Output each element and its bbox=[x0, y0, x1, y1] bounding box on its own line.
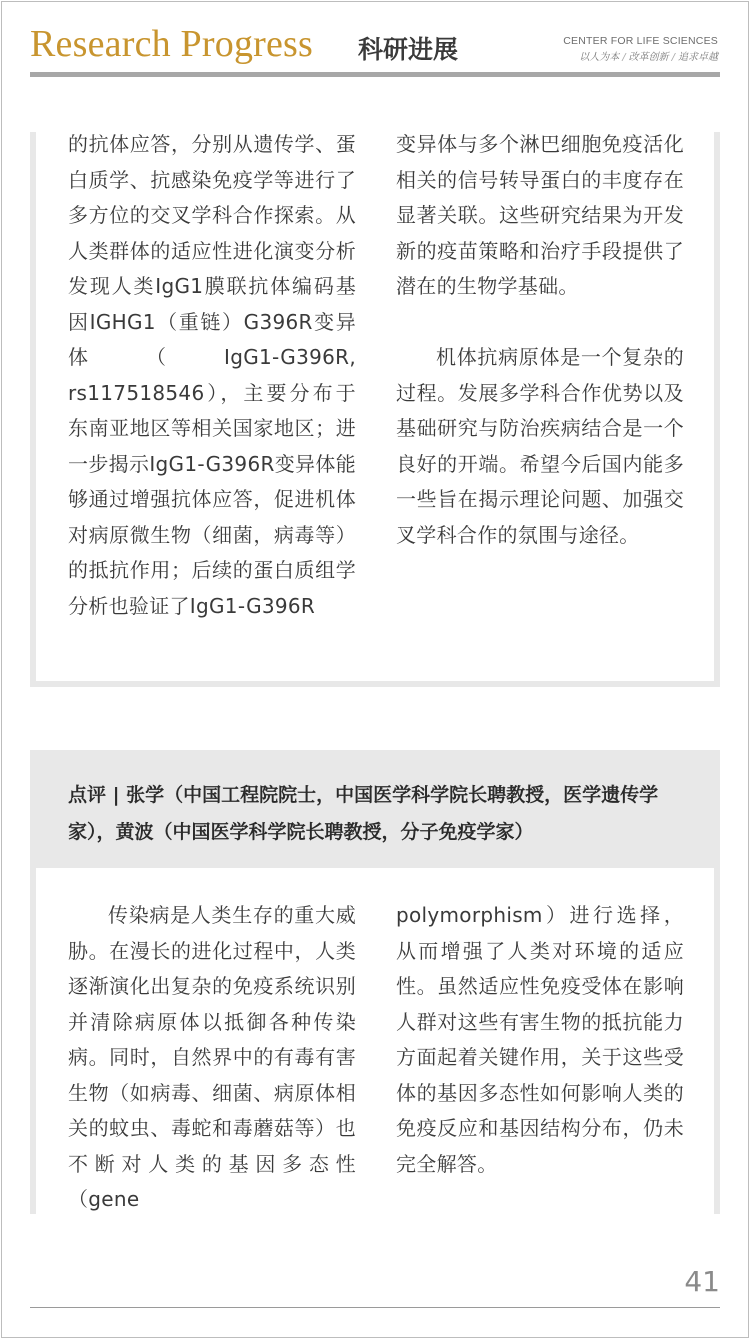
center-name: CENTER FOR LIFE SCIENCES bbox=[563, 35, 718, 47]
slogans bbox=[579, 48, 718, 63]
header-title-cn: 科研进展 bbox=[358, 35, 459, 64]
article-right-paragraph-2: 机体抗病原体是一个复杂的过程。发展多学科合作优势以及基础研究与防治疾病结合是一个良好的开端。希望今后国内能多一些旨在揭示理论问题、加强交叉学科合作的氛围与途径。 bbox=[396, 345, 684, 547]
article-right-paragraph-1: 变异体与多个淋巴细胞免疫活化相关的信号转导蛋白的丰度存在显著关联。这些研究结果为开发新的疫苗策略和治疗手段提供了潜在的生物学基础。 bbox=[396, 132, 684, 298]
review-right-text: polymorphism）进行选择，从而增强了人类对环境的适应性。虽然适应性免疫受体在影响人群对这些有害生物的抵抗能力方面起着关键作用，关于这些受体的基因多态性如何影响人类的免疫反应和基因结构分布，仍未完全解答。 bbox=[396, 903, 684, 1176]
review-right-column bbox=[396, 898, 684, 1182]
slogan-separator: / bbox=[622, 52, 626, 63]
review-heading: 点评 | 张学（中国工程院院士，中国医学科学院长聘教授，医学遗传学家），黄波（中国医学科学院长聘教授，分子免疫学家） bbox=[68, 784, 659, 843]
article-left-column bbox=[68, 127, 356, 624]
header-title-en: Research Progress bbox=[30, 23, 314, 65]
review-left-text: 传染病是人类生存的重大威胁。在漫长的进化过程中，人类逐渐演化出复杂的免疫系统识别并清除病原体以抵御各种传染病。同时，自然界中的有毒有害生物（如病毒、细菌、病原体相关的蚊虫、毒蛇和毒蘑菇等）也不断对人类的基因多态性（gene bbox=[68, 903, 356, 1211]
article-right-column bbox=[396, 127, 684, 553]
review-left-column bbox=[68, 898, 356, 1218]
slogan-2: 改革创新 bbox=[628, 52, 669, 63]
slogan-3: 追求卓越 bbox=[678, 52, 718, 63]
slogan-separator: / bbox=[671, 52, 675, 63]
page-number: 41 bbox=[684, 1265, 720, 1298]
paragraph-gap bbox=[396, 305, 684, 341]
footer-rule bbox=[30, 1307, 720, 1308]
header-rule bbox=[30, 72, 720, 77]
slogan-1: 以人为本 bbox=[579, 52, 620, 63]
article-left-text: 的抗体应答，分别从遗传学、蛋白质学、抗感染免疫学等进行了多方位的交叉学科合作探索。从人类群体的适应性进化演变分析发现人类IgG1膜联抗体编码基因IGHG1（重链）G396R变异体（IgG1-G396R, rs117518546），主要分布于东南亚地区等相关国家地区；进一步揭示IgG1-G396R变异体能够通过增强抗体应答，促进机体对病原微生物（细菌，病毒等）的抵抗作用；后续的蛋白质组学分析也验证了IgG1-G396R bbox=[68, 132, 356, 618]
